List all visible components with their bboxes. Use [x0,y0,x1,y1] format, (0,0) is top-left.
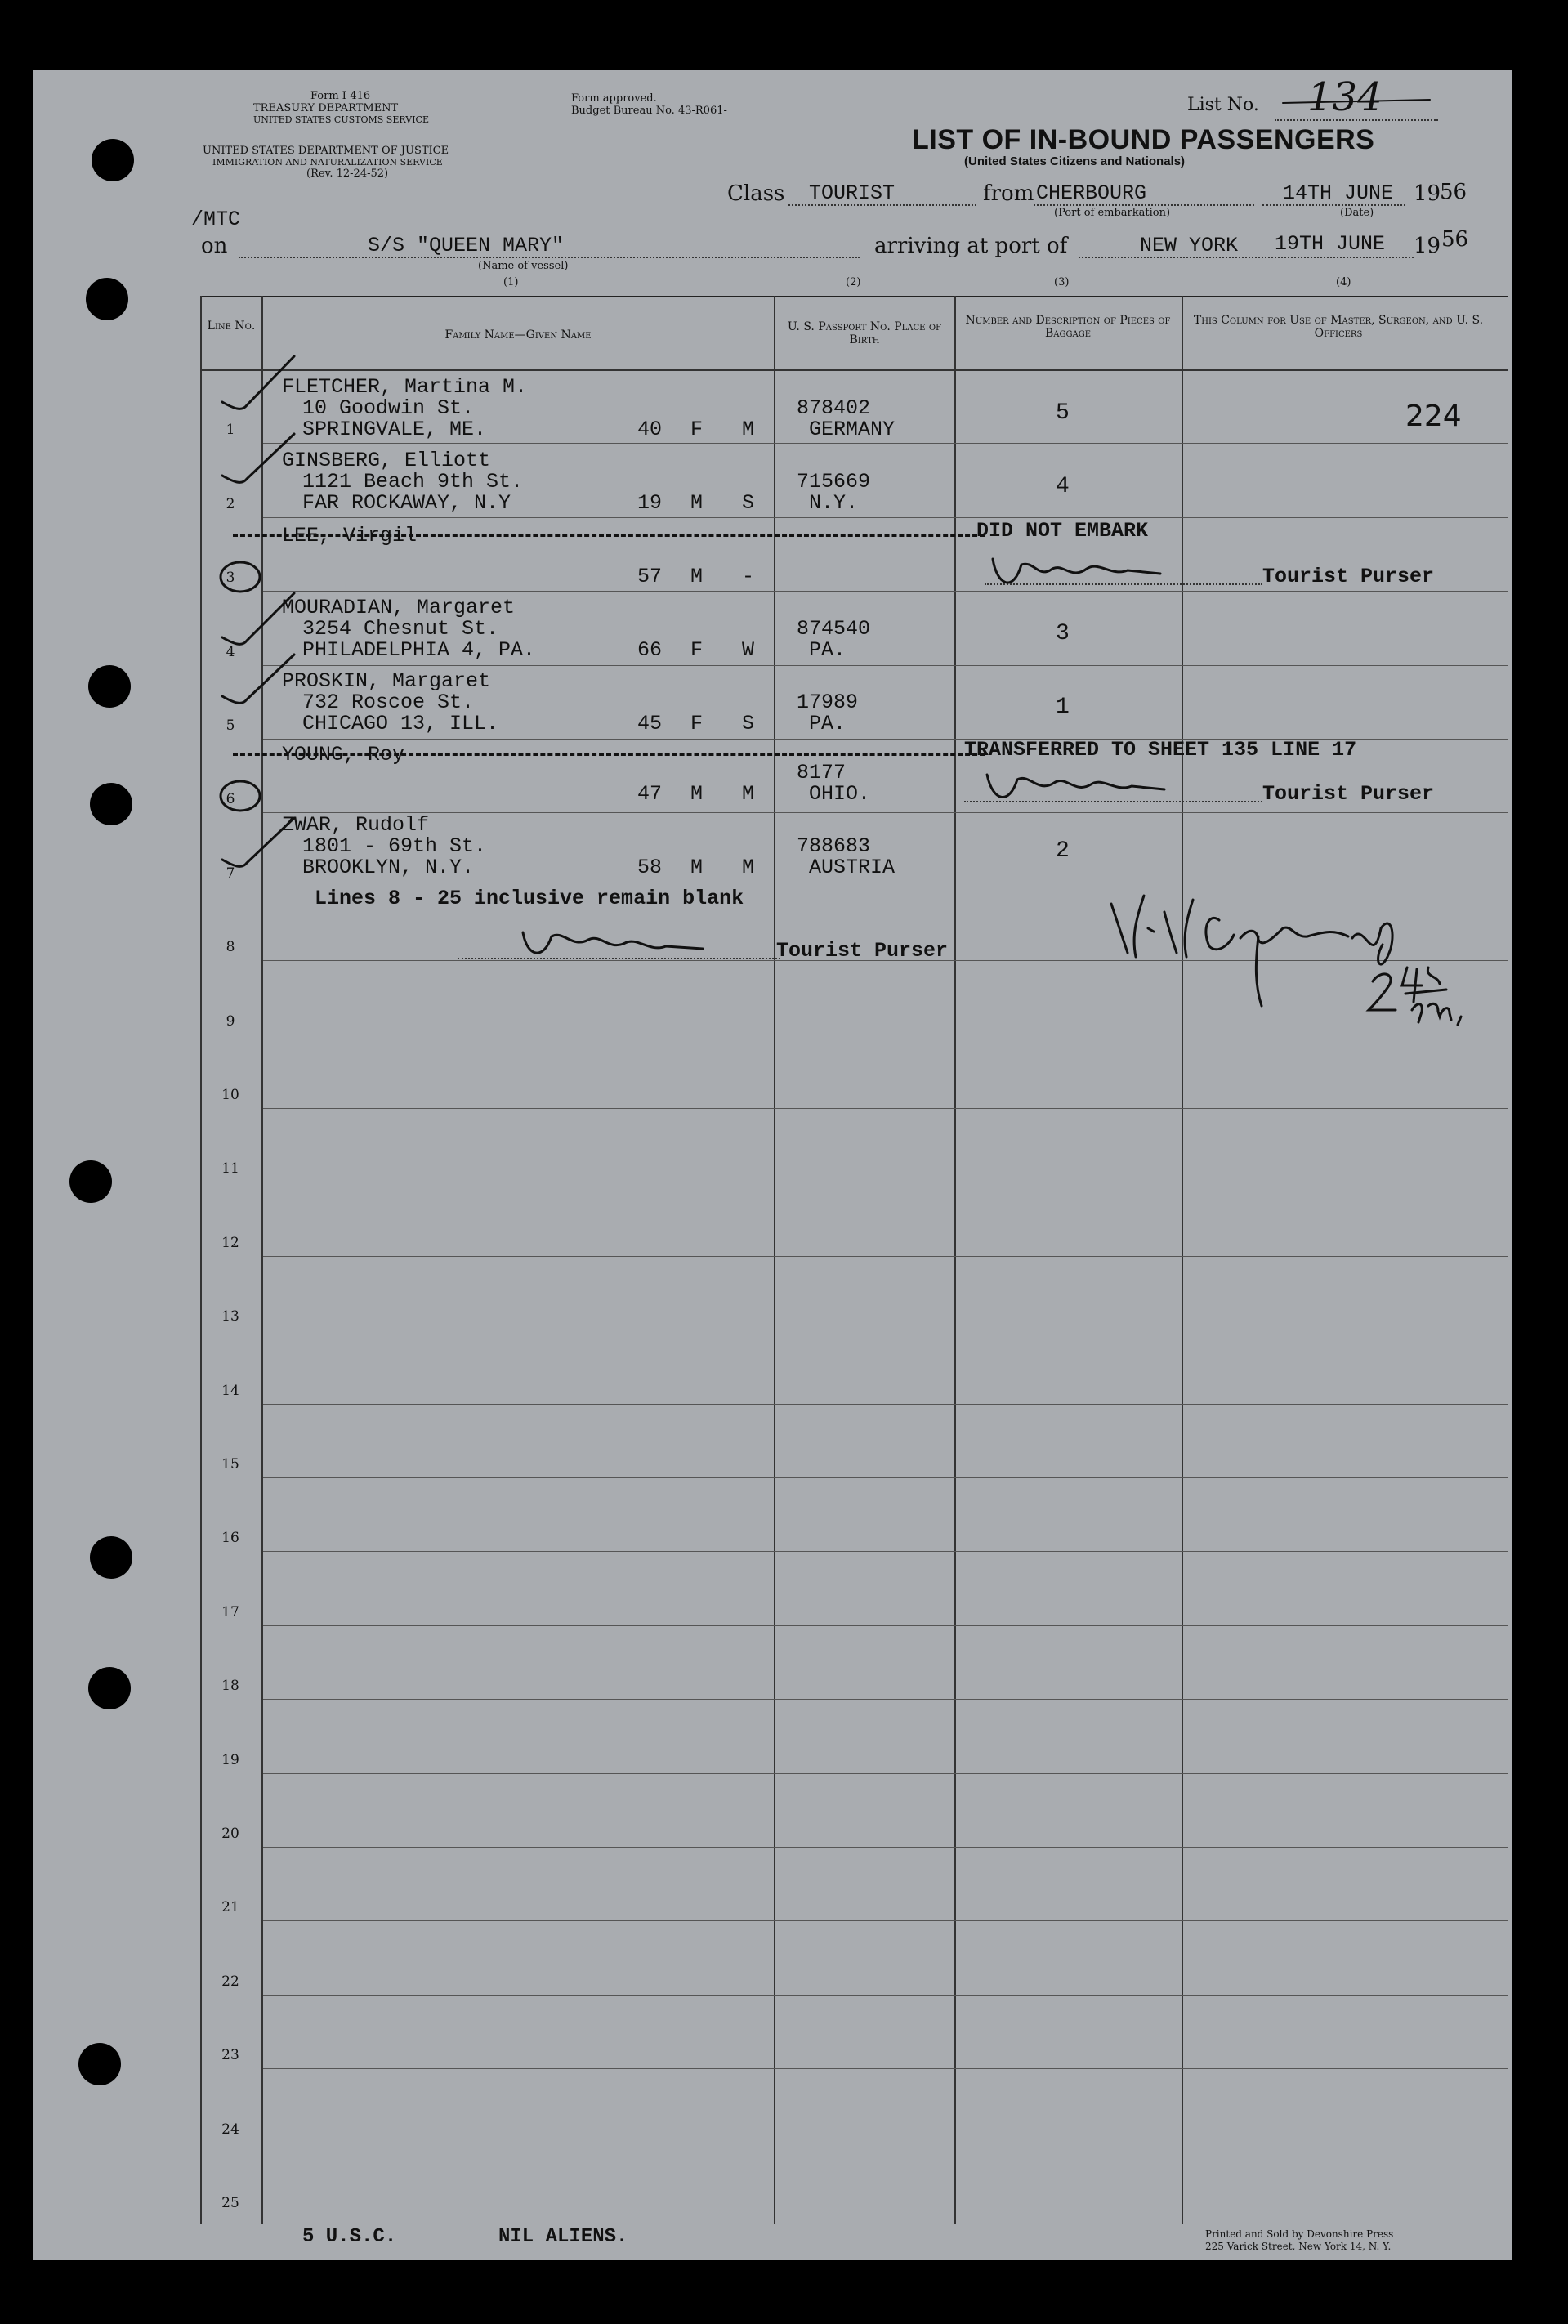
passenger-name: MOURADIAN, Margaret [282,596,516,619]
passenger-status: M [742,782,755,806]
line-number: 13 [221,1308,239,1325]
manifest-sheet [33,70,1512,2260]
passenger-age: 66 [637,638,663,662]
depart-year: 56 [1440,180,1467,204]
punch-hole [88,665,131,708]
line-number: 15 [221,1456,239,1473]
line-number: 4 [226,643,235,660]
passenger-sex: M [690,491,704,515]
passenger-status: M [742,856,755,879]
passenger-name: ZWAR, Rudolf [282,813,430,837]
line-number: 22 [221,1973,239,1990]
passenger-addr2: CHICAGO 13, ILL. [302,712,499,735]
baggage-count: 1 [1056,695,1070,720]
revision: (Rev. 12-24-52) [306,168,389,180]
vessel-caption: (Name of vessel) [478,260,569,272]
passenger-addr1: 10 Goodwin St. [302,396,475,420]
nil-aliens-note: NIL ALIENS. [498,2226,628,2248]
from-value: CHERBOURG [1036,181,1147,205]
date-caption: (Date) [1340,207,1374,219]
col-num-4: (4) [1336,276,1351,288]
header-officers: This Column for Use of Master, Surgeon, and U. S. Officers [1193,314,1484,340]
line-number: 17 [221,1603,239,1620]
header-name: Family Name—Given Name [444,328,592,342]
line-number: 11 [221,1160,239,1178]
line-number: 14 [221,1382,239,1399]
form-number: Form I-416 [310,90,371,102]
line-number: 8 [226,939,235,956]
vessel-name: S/S "QUEEN MARY" [368,234,565,257]
passenger-addr1: 1121 Beach 9th St. [302,470,524,494]
punch-hole [69,1160,112,1203]
punch-hole [90,783,132,825]
passenger-status: - [742,565,755,588]
passenger-status: M [742,418,755,441]
transferred-note: TRANSFERRED TO SHEET 135 LINE 17 [964,738,1357,762]
passenger-addr2: FAR ROCKAWAY, N.Y [302,491,511,515]
passenger-addr2: PHILADELPHIA 4, PA. [302,638,536,662]
mtc-mark: /MTC [191,208,241,231]
passenger-addr1: 3254 Chesnut St. [302,617,499,641]
passenger-status: W [742,638,755,662]
col-num-2: (2) [846,276,861,288]
line-number: 1 [226,422,235,439]
baggage-count: 2 [1056,838,1070,864]
line-number: 10 [221,1087,239,1103]
passenger-addr2: BROOKLYN, N.Y. [302,856,475,879]
treasury-dept: TREASURY DEPARTMENT [253,102,399,114]
tourist-purser-note: Tourist Purser [776,939,949,963]
line-number: 24 [221,2121,239,2138]
page-title: LIST OF IN-BOUND PASSENGERS [912,124,1375,155]
arrival-port: NEW YORK [1140,234,1239,257]
arrival-year: 56 [1441,227,1469,252]
usc-note: 5 U.S.C. [302,2226,397,2248]
baggage-count: 3 [1056,621,1070,646]
baggage-count: 5 [1056,400,1070,426]
passenger-age: 40 [637,418,663,441]
passenger-sex: M [690,565,704,588]
tourist-purser-note: Tourist Purser [1262,565,1435,588]
birth-place: AUSTRIA [809,856,896,879]
passenger-addr1: 732 Roscoe St. [302,690,475,714]
line-number: 6 [226,791,235,808]
arrival-year-prefix: 19 [1414,234,1441,258]
line-number: 18 [221,1678,239,1695]
arrival-date: 19TH JUNE [1275,232,1386,256]
passenger-sex: M [690,782,704,806]
from-label: from [983,181,1034,206]
passenger-age: 45 [637,712,663,735]
blank-lines-note: Lines 8 - 25 inclusive remain blank [315,887,744,910]
passenger-name: YOUNG, Roy [282,743,405,766]
header-baggage: Number and Description of Pieces of Baggage [965,314,1171,340]
passenger-addr2: SPRINGVALE, ME. [302,418,487,441]
passport-no: 788683 [797,834,871,858]
passenger-age: 19 [637,491,663,515]
did-not-embark-note: DID NOT EMBARK [976,519,1149,543]
customs-service: UNITED STATES CUSTOMS SERVICE [253,114,429,125]
line-number: 23 [221,2047,239,2064]
port-caption: (Port of embarkation) [1054,207,1171,219]
punch-hole [78,2043,121,2085]
passenger-name: PROSKIN, Margaret [282,669,491,693]
punch-hole [88,1667,131,1709]
col-num-3: (3) [1054,276,1070,288]
line-number: 16 [221,1530,239,1547]
punch-hole [86,278,128,320]
tourist-purser-note: Tourist Purser [1262,782,1435,806]
depart-year-prefix: 19 [1414,181,1441,206]
list-no-value: 134 [1307,74,1383,120]
handwriting-overlay [33,70,1512,2260]
passenger-age: 58 [637,856,663,879]
ins-service: IMMIGRATION AND NATURALIZATION SERVICE [212,157,443,168]
passenger-name: FLETCHER, Martina M. [282,375,528,399]
passenger-name: GINSBERG, Elliott [282,449,491,472]
passenger-age: 47 [637,782,663,806]
printer-line-1: Printed and Sold by Devonshire Press [1205,2228,1394,2240]
line-number: 9 [226,1012,235,1030]
line-number: 19 [221,1751,239,1768]
punch-hole [90,1536,132,1579]
line-number: 12 [221,1234,239,1251]
birth-place: PA. [809,638,847,662]
line-number: 2 [226,495,235,512]
line-number: 25 [221,2195,239,2211]
passenger-addr1: 1801 - 69th St. [302,834,487,858]
passenger-sex: F [690,638,704,662]
class-label: Class [727,181,785,206]
justice-dept: UNITED STATES DEPARTMENT OF JUSTICE [203,145,449,157]
form-approved: Form approved. [571,92,657,105]
line-number: 21 [221,1899,239,1916]
on-label: on [201,234,228,258]
passport-no: 715669 [797,470,871,494]
depart-date: 14TH JUNE [1283,181,1394,205]
passport-no: 874540 [797,617,871,641]
page-subtitle: (United States Citizens and Nationals) [964,154,1186,168]
passport-no: 17989 [797,690,859,714]
passenger-sex: M [690,856,704,879]
birth-place: PA. [809,712,847,735]
line-number: 7 [226,865,235,882]
line-number: 3 [226,570,235,587]
passenger-status: S [742,712,755,735]
punch-hole [92,139,134,181]
header-line-no: Line No. [207,320,256,333]
passenger-sex: F [690,712,704,735]
list-no-label: List No. [1187,95,1259,115]
passport-no: 8177 [797,761,847,784]
header-passport: U. S. Passport No. Place of Birth [787,320,942,346]
passenger-sex: F [690,418,704,441]
passenger-age: 57 [637,565,663,588]
passenger-name: LEE, Virgil [282,524,418,547]
col-num-1: (1) [503,276,519,288]
birth-place: N.Y. [809,491,859,515]
birth-place: OHIO. [809,782,871,806]
budget-bureau: Budget Bureau No. 43-R061- [571,105,727,117]
line-number: 20 [221,1826,239,1842]
passport-no: 878402 [797,396,871,420]
arriving-label: arriving at port of [874,234,1068,258]
birth-place: GERMANY [809,418,896,441]
passenger-status: S [742,491,755,515]
officer-note: 224 [1405,400,1462,433]
class-value: TOURIST [809,181,896,205]
line-number: 5 [226,717,235,734]
printer-line-2: 225 Varick Street, New York 14, N. Y. [1205,2241,1392,2252]
baggage-count: 4 [1056,474,1070,499]
